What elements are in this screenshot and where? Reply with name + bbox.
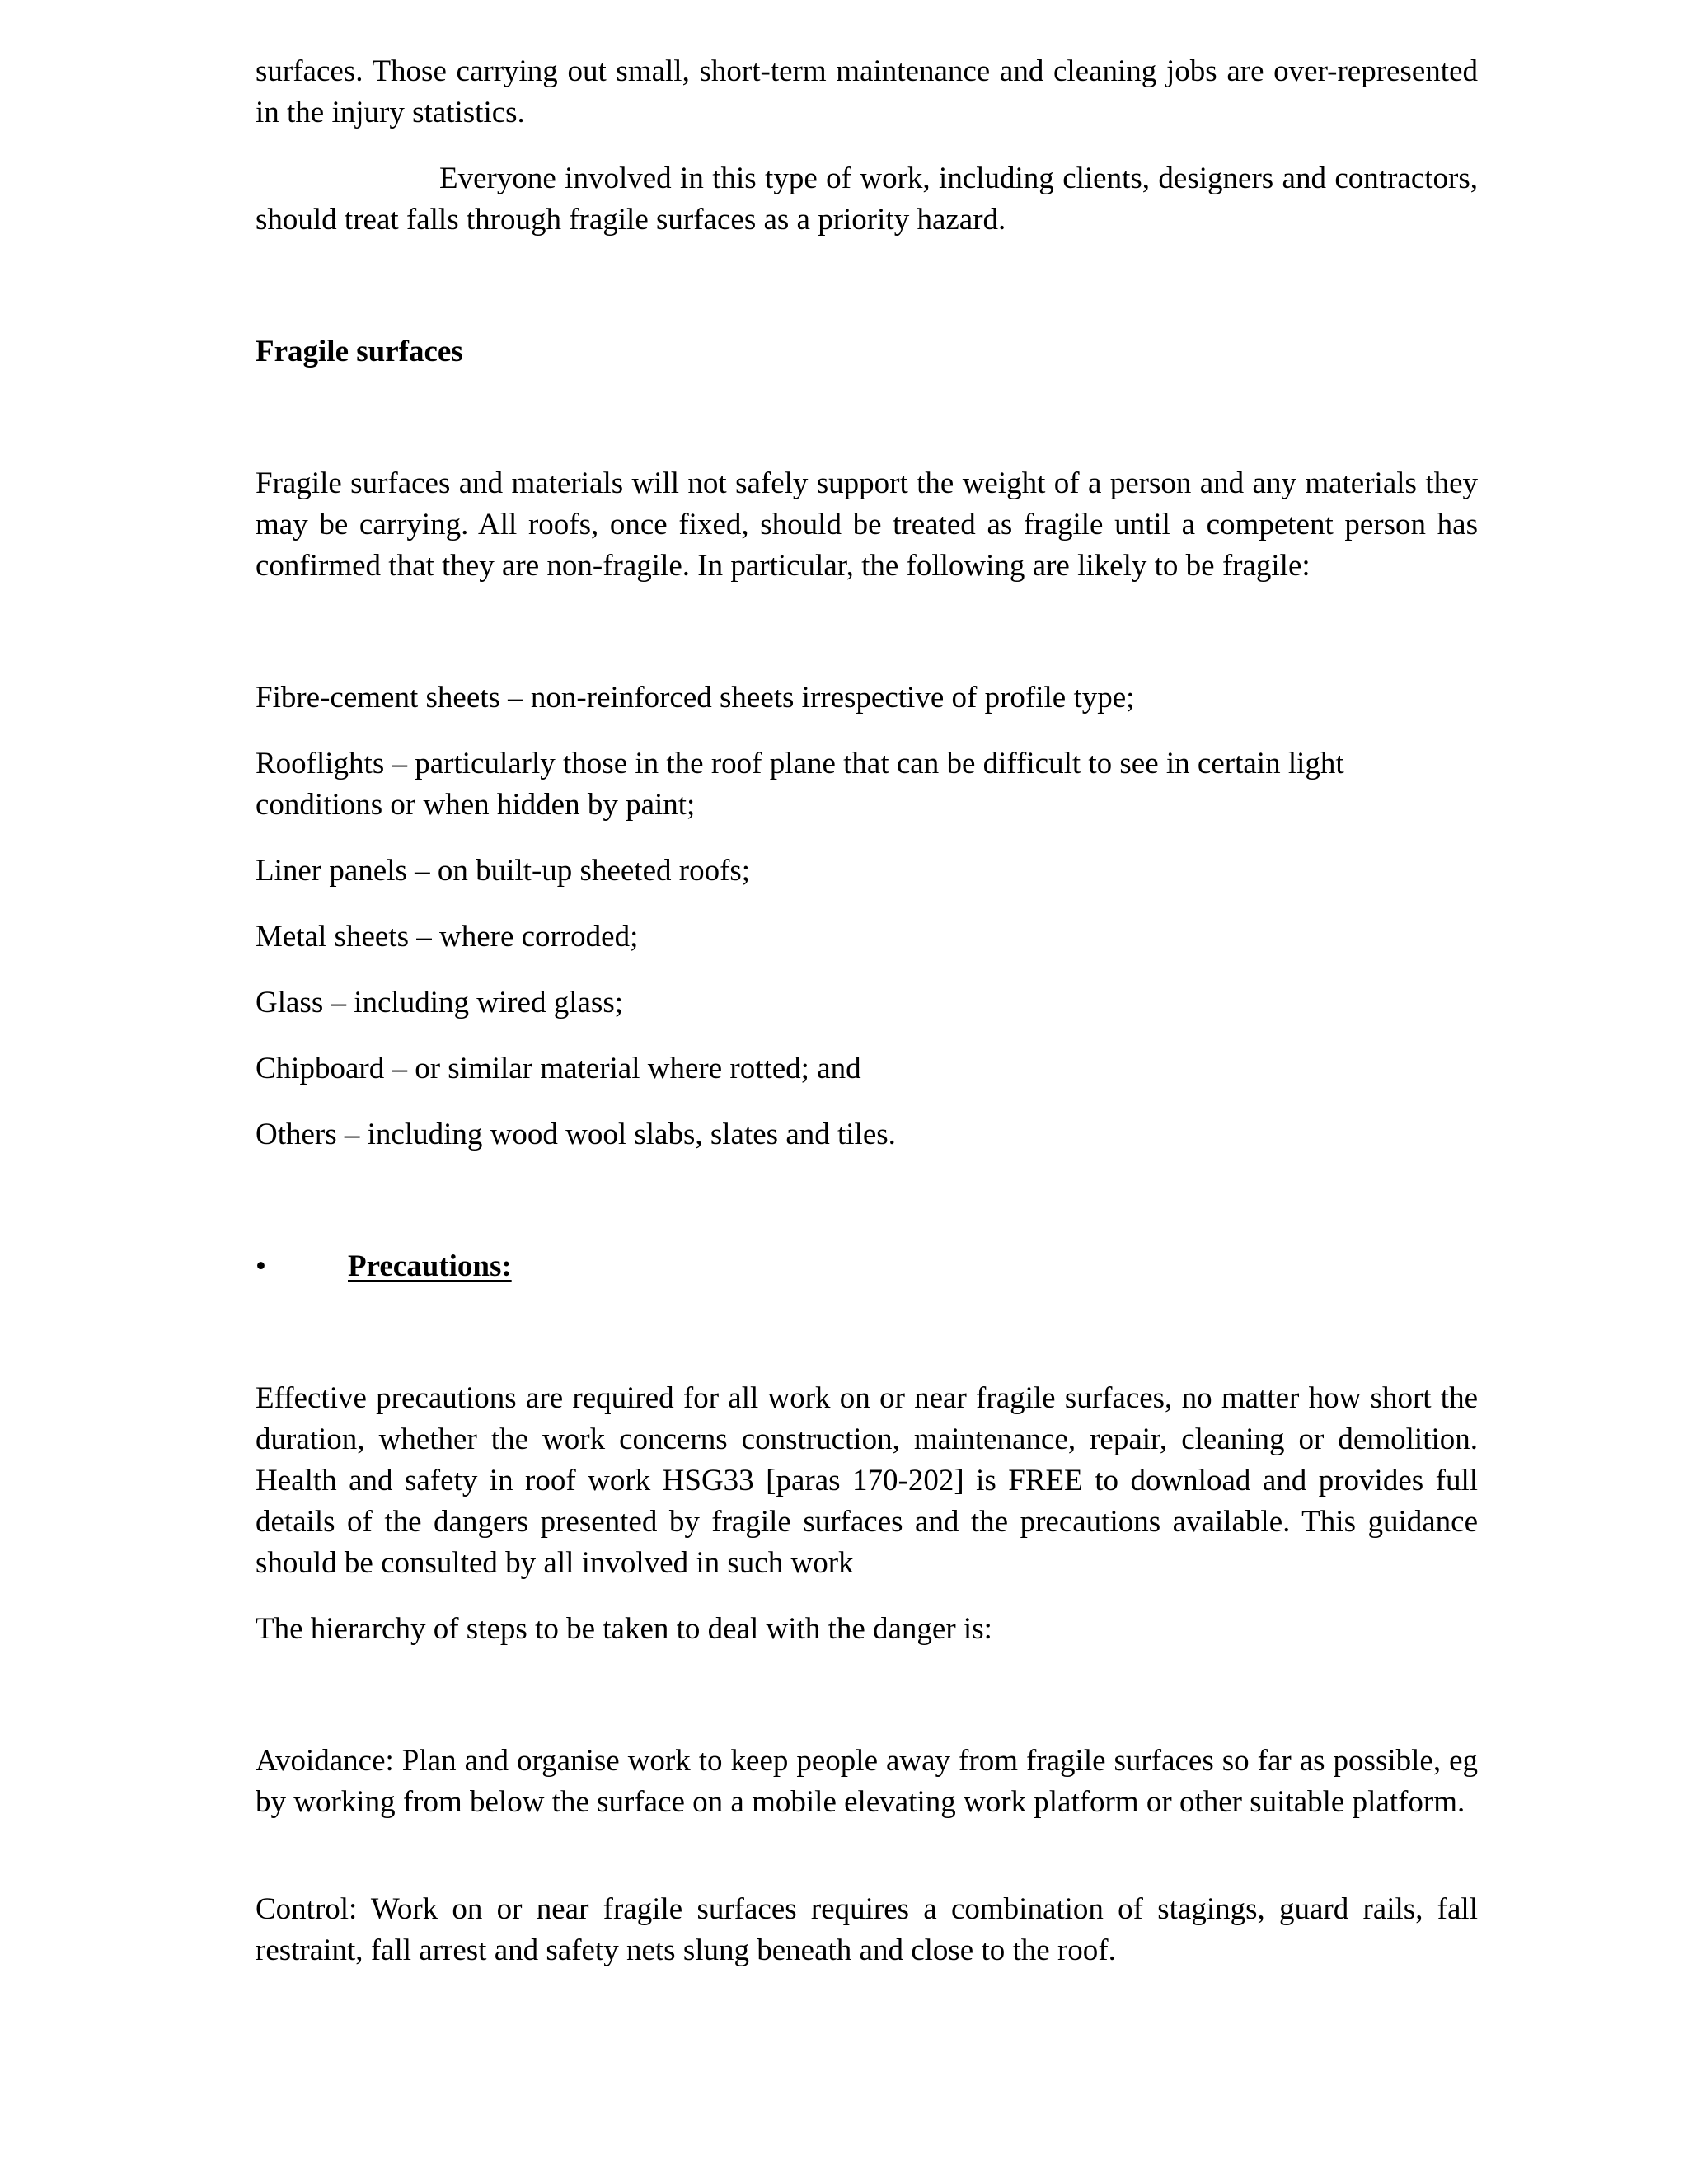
fragile-item-fibre-cement: Fibre-cement sheets – non-reinforced sheets irrespective of profile type; (256, 681, 1135, 715)
intro-paragraph-1: surfaces. Those carrying out small, short-term maintenance and cleaning jobs are over-represented in the injury statistics. (256, 54, 1478, 129)
fragile-item-glass: Glass – including wired glass; (256, 986, 624, 1019)
fragile-surfaces-heading: Fragile surfaces (256, 335, 463, 368)
precautions-heading: Precautions: (348, 1249, 512, 1283)
precautions-paragraph-1: Effective precautions are required for all work on or near fragile surfaces, no matter how short the duration, whether the work concerns construction, maintenance, repair, cleaning or demolition. Health and safety in roof work HSG33 [paras 170-202] is FREE to download and provides full details of the dangers presented by fragile surfaces and the precautions available. This guidance should be consulted by all involved in such work (256, 1381, 1478, 1580)
fragile-surfaces-paragraph: Fragile surfaces and materials will not safely support the weight of a person and any materials they may be carrying. All roofs, once fixed, should be treated as fragile until a competent person has confirmed that they are non-fragile. In particular, the following are likely to be fragile: (256, 466, 1478, 583)
bullet-marker: • (256, 1249, 266, 1283)
fragile-item-metal-sheets: Metal sheets – where corroded; (256, 920, 639, 954)
fragile-item-rooflights: Rooflights – particularly those in the roof plane that can be difficult to see in certain light conditions or when hidden by paint; (256, 747, 1344, 822)
control-paragraph: Control: Work on or near fragile surfaces requires a combination of stagings, guard rails, fall restraint, fall arrest and safety nets slung beneath and close to the roof. (256, 1892, 1478, 1967)
fragile-item-chipboard: Chipboard – or similar material where rotted; and (256, 1052, 861, 1085)
fragile-item-others: Others – including wood wool slabs, slates and tiles. (256, 1118, 896, 1151)
fragile-item-liner-panels: Liner panels – on built-up sheeted roofs; (256, 854, 751, 888)
avoidance-paragraph: Avoidance: Plan and organise work to keep people away from fragile surfaces so far as possible, eg by working from below the surface on a mobile elevating work platform or other suitable platform. (256, 1744, 1478, 1819)
precautions-paragraph-2: The hierarchy of steps to be taken to deal with the danger is: (256, 1612, 992, 1646)
intro-paragraph-2: Everyone involved in this type of work, including clients, designers and contractors, should treat falls through fragile surfaces as a priority hazard. (256, 162, 1478, 237)
